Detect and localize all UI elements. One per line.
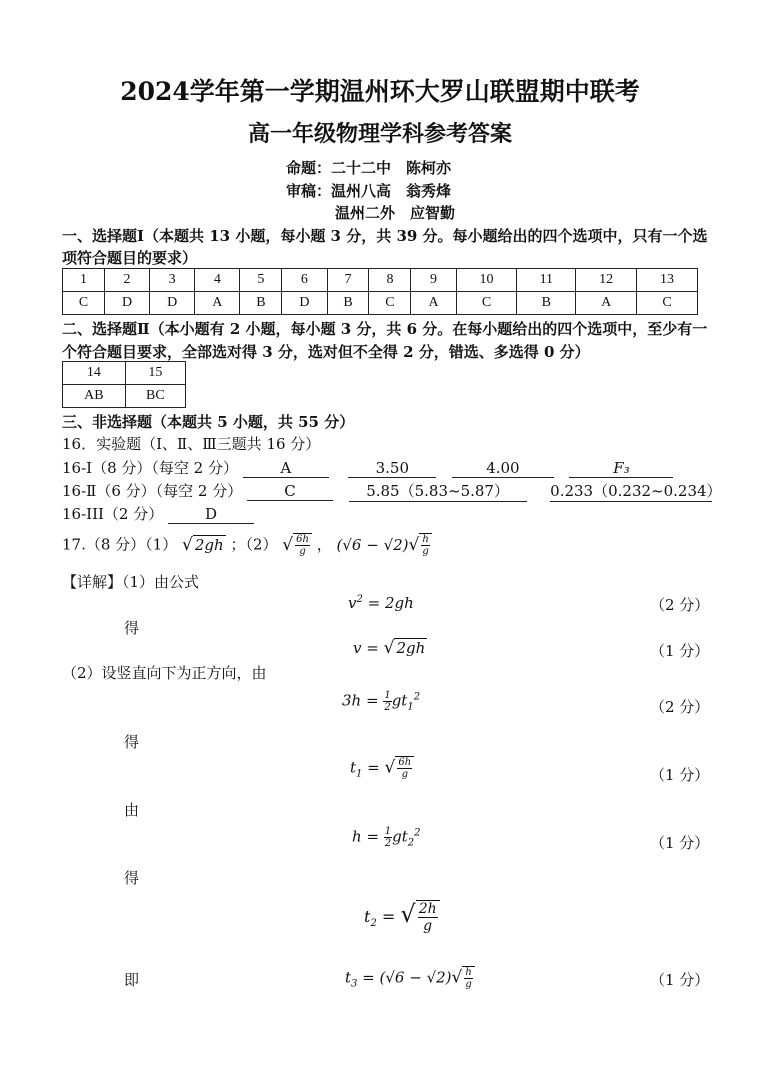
equation-h: h = $\frac{1}{2}$ $gt_2^2$ <box>352 826 421 849</box>
answer-blank: 0.233（0.232~0.234） <box>550 482 722 500</box>
table-row <box>63 385 186 408</box>
formula-sqrt-2gh: √ 2gh <box>182 534 224 555</box>
de-label: 得 <box>124 869 140 887</box>
q16-2-line: 16-Ⅱ（6 分）（每空 2 分） C 5.85（5.83~5.87） 0.233（0.232~0.234） <box>62 482 722 500</box>
table-cell: B <box>240 292 282 315</box>
equation-3h: 3h = $\frac{1}{2}$ $gt_1^2$ <box>342 690 421 713</box>
detail-part2: （2）设竖直向下为正方向，由 <box>62 664 267 682</box>
answer-blank: 5.85（5.83~5.87） <box>349 480 527 502</box>
table-cell: 13 <box>637 269 698 292</box>
answer-blank: 3.50 <box>348 459 436 478</box>
answer-blank: F₃ <box>569 459 673 478</box>
table-cell: D <box>104 292 149 315</box>
author-line-1: 命题：二十二中 陈柯亦 <box>286 159 452 177</box>
answer-blank: 4.00 <box>452 459 554 478</box>
equation-t3: $t_3 = (√6 - √2)√$ $\frac{h}{g}$ <box>345 966 475 990</box>
section2-heading: 二、选择题Ⅱ（本小题有 2 小题，每小题 3 分，共 6 分。在每小题给出的四个选项中，至少有一 <box>62 320 708 338</box>
score-label: （1 分） <box>650 766 710 784</box>
table-cell: 12 <box>576 269 637 292</box>
section2-heading-cont: 个符合题目要求，全部选对得 3 分，选对但不全得 2 分，错选、多选得 0 分） <box>62 343 590 361</box>
equation-v: v = √ 2gh <box>353 638 426 658</box>
score-label: （1 分） <box>650 971 710 989</box>
section1-heading: 一、选择题Ⅰ（本题共 13 小题，每小题 3 分，共 39 分。每小题给出的四个选项中，只有一个选 <box>62 227 708 245</box>
table-cell: D <box>282 292 327 315</box>
page-subtitle: 高一年级物理学科参考答案 <box>247 121 512 147</box>
table-cell: 1 <box>63 269 105 292</box>
ji-label: 即 <box>124 971 140 989</box>
table-row <box>63 362 186 385</box>
table-cell: 11 <box>517 269 576 292</box>
table-cell: A <box>576 292 637 315</box>
table-cell: 8 <box>369 269 411 292</box>
q16-heading: 16．实验题（Ⅰ、Ⅱ、Ⅲ三题共 16 分） <box>62 435 321 453</box>
table-cell: 5 <box>240 269 282 292</box>
equation-t1: $t_1$ = √ $\frac{6h}{g}$ <box>350 756 414 780</box>
section1-answer-table <box>62 268 698 315</box>
table-cell: B <box>327 292 369 315</box>
table-cell: 10 <box>456 269 517 292</box>
table-cell: 7 <box>327 269 369 292</box>
score-label: （2 分） <box>650 698 710 716</box>
section3-heading: 三、非选择题（本题共 5 小题，共 55 分） <box>62 413 355 431</box>
formula-sqrt-6h-g: √ $\frac{6h}{g}$ <box>282 536 312 554</box>
table-cell: C <box>63 292 105 315</box>
table-cell: 2 <box>104 269 149 292</box>
section2-answer-table <box>62 361 186 408</box>
q16-3-line: 16-III（2 分） D <box>62 503 254 524</box>
table-cell: A <box>411 292 456 315</box>
de-label: 得 <box>124 619 140 637</box>
q17-answer-line: 17.（8 分）（1） √ 2gh ；（2） √ $\frac{6h}{g}$ ， (√6 − √2)√ $\frac{h}{g}$ <box>62 533 432 557</box>
de-label: 得 <box>124 733 140 751</box>
table-cell: AB <box>63 385 126 408</box>
table-cell: C <box>456 292 517 315</box>
score-label: （2 分） <box>650 596 710 614</box>
formula-t3-result: (√6 − √2)√ $\frac{h}{g}$ <box>337 536 432 554</box>
table-cell: 4 <box>195 269 240 292</box>
table-cell: C <box>369 292 411 315</box>
table-cell: C <box>637 292 698 315</box>
table-row <box>63 292 698 315</box>
table-cell: 3 <box>150 269 195 292</box>
table-cell: B <box>517 292 576 315</box>
answer-blank: A <box>243 459 329 478</box>
you-label: 由 <box>124 801 140 819</box>
score-label: （1 分） <box>650 834 710 852</box>
q16-1-line: 16-I（8 分）（每空 2 分） A 3.50 4.00 F₃ <box>62 457 673 478</box>
detail-intro: 【详解】（1）由公式 <box>62 573 200 591</box>
equation-v-squared: $v^2 = 2gh$ <box>348 594 414 612</box>
table-cell: 14 <box>63 362 126 385</box>
equation-t2: $t_2$ = √ $\frac{2h}{g}$ <box>364 900 440 934</box>
page-title: 2024学年第一学期温州环大罗山联盟期中联考 <box>120 77 640 106</box>
author-line-2: 审稿：温州八高 翁秀烽 <box>286 182 452 200</box>
table-cell: D <box>150 292 195 315</box>
table-cell: 6 <box>282 269 327 292</box>
table-row <box>63 269 698 292</box>
table-cell: 9 <box>411 269 456 292</box>
table-cell: A <box>195 292 240 315</box>
author-line-3: 温州二外 应智勤 <box>335 204 456 222</box>
table-cell: 15 <box>125 362 185 385</box>
table-cell: BC <box>125 385 185 408</box>
section1-heading-cont: 项符合题目的要求） <box>62 249 198 267</box>
answer-blank: D <box>168 505 254 524</box>
answer-blank: C <box>247 482 333 501</box>
score-label: （1 分） <box>650 642 710 660</box>
